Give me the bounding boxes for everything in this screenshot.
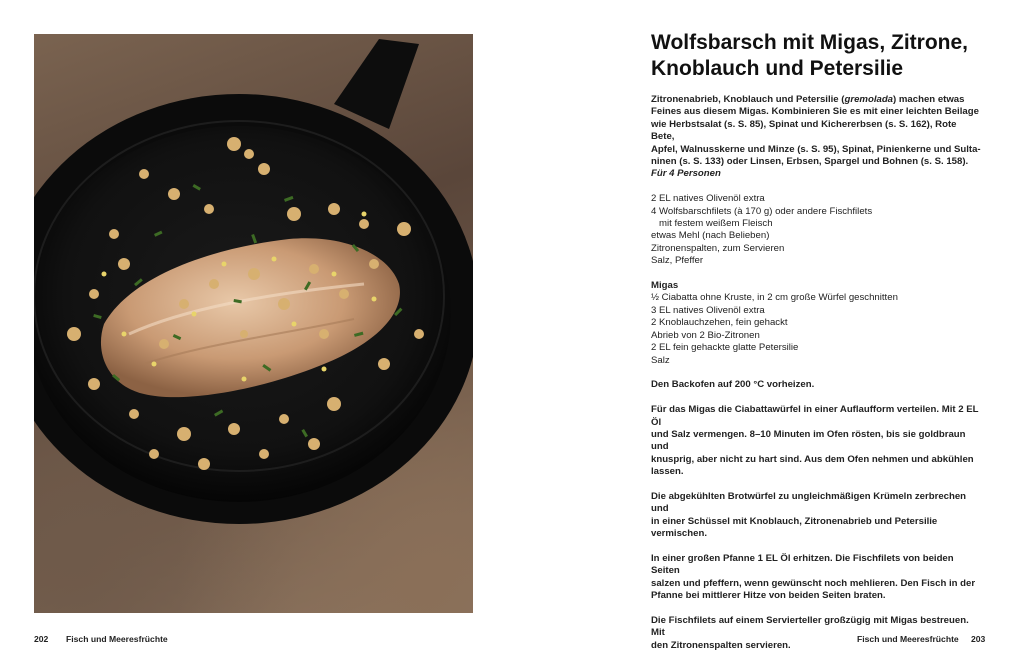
migas-ingredient-list: [651, 280, 981, 367]
method-step-2: Für das Migas die Ciabattawürfel in einer Auflaufform verteilen. Mit 2 EL Öl und Salz vermengen. 8–10 Minuten im Ofen rösten, bis sie goldbraun und knusprig, aber nicht zu hart sind. Aus dem Ofen nehmen und abkühlen lassen.: [651, 404, 979, 478]
ingredient-item: Salz, Pfeffer: [651, 255, 704, 267]
ingredient-item: Zitronenspalten, zum Servieren: [651, 242, 785, 254]
method-step-5: Die Fischfilets auf einem Servierteller großzügig mit Migas bestreuen. Mit den Zitronenspalten servieren.: [651, 614, 969, 651]
ingredient-item: 2 EL natives Olivenöl extra: [651, 193, 765, 205]
ingredient-list: [651, 193, 981, 267]
page-number-left: 202: [34, 634, 49, 644]
method-step-1: Den Backofen auf 200 °C vorheizen.: [651, 379, 815, 391]
method-step-4: In einer großen Pfanne 1 EL Öl erhitzen. Die Fischfilets von beiden Seiten salzen und pfeffern, wenn gewünscht noch mehlieren. Den Fisch in der Pfanne bei mittlerer Hitze von beiden Seiten braten.: [651, 552, 976, 602]
page-number-right: 203: [971, 634, 986, 644]
ingredient-item: mit festem weißem Fleisch: [659, 218, 773, 230]
ingredient-item: 4 Wolfsbarschfilets (à 170 g) oder andere Fischfilets: [651, 205, 873, 217]
right-page: [510, 0, 1020, 664]
migas-heading: Migas: [651, 280, 679, 292]
migas-item: Abrieb von 2 Bio-Zitronen: [651, 329, 760, 341]
migas-item: 2 Knoblauchzehen, fein gehackt: [651, 317, 788, 329]
recipe-title-line2: Knoblauch und Petersilie: [651, 57, 904, 80]
recipe-intro: Zitronenabrieb, Knoblauch und Petersilie (gremolada) machen etwas Feines aus diesem Migas. Kombinieren Sie es mit einer leichten Beilage wie Herbstsalat (s. S. 85), Spinat und Kichererbsen (s. S. 162), Rote Bete, Apfel, Walnusskerne und Minze (s. S. 95), Spinat, Pinienkerne und Sulta- ninen (s. S. 133) oder Linsen, Erbsen, Spargel und Bohnen (s. S. 158). Für 4 Personen: [651, 94, 981, 180]
servings: Für 4 Personen: [651, 168, 721, 180]
section-title-left: Fisch und Meeresfrüchte: [66, 634, 168, 644]
fish-in-pan-photo: [34, 34, 473, 613]
migas-item: ½ Ciabatta ohne Kruste, in 2 cm große Würfel geschnitten: [651, 292, 898, 304]
section-title-right: Fisch und Meeresfrüchte: [857, 634, 959, 644]
pan-handle: [334, 39, 419, 129]
recipe-title-line1: Wolfsbarsch mit Migas, Zitrone,: [651, 31, 968, 54]
migas-item: Salz: [651, 354, 670, 366]
method-step-3: Die abgekühlten Brotwürfel zu ungleichmäßigen Krümeln zerbrechen und in einer Schüssel mit Knoblauch, Zitronenabrieb und Petersilie vermischen.: [651, 490, 967, 540]
left-page: [0, 0, 510, 664]
ingredient-item: etwas Mehl (nach Belieben): [651, 230, 770, 242]
migas-item: 2 EL fein gehackte glatte Petersilie: [651, 342, 799, 354]
recipe-title: [651, 30, 991, 82]
photo-illustration: [34, 34, 473, 613]
recipe-body: [651, 94, 981, 665]
migas-item: 3 EL natives Olivenöl extra: [651, 304, 765, 316]
